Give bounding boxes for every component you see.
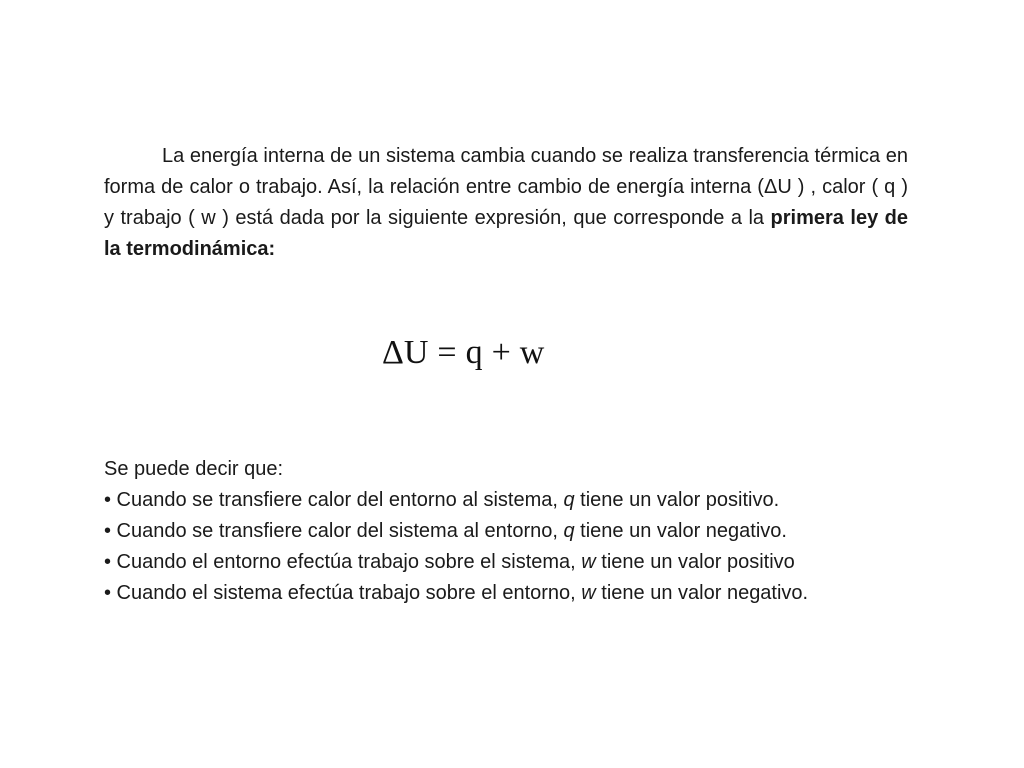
equation-term-w: w bbox=[519, 334, 545, 371]
bullet-text: tiene un valor positivo bbox=[595, 551, 795, 573]
bullet-item bbox=[104, 516, 934, 547]
equation-equals: = bbox=[437, 334, 457, 371]
bullet-text: • Cuando se transfiere calor del entorno al sistema, bbox=[104, 489, 564, 511]
bullet-variable: w bbox=[581, 551, 596, 573]
equation-plus: + bbox=[491, 334, 511, 371]
bullet-text: tiene un valor positivo. bbox=[574, 489, 780, 511]
equation-term-q: q bbox=[465, 334, 483, 371]
bullet-item bbox=[104, 578, 934, 609]
conclusions-block bbox=[104, 454, 934, 609]
intro-paragraph bbox=[104, 141, 908, 265]
intro-text: La energía interna de un sistema cambia cuando se realiza transferencia térmica en forma de calor o trabajo. Así, la relación entre cambio de energía interna (ΔU ) , calor ( q ) y trabajo ( w ) está dada por la siguiente expresión, que corresponde a la bbox=[104, 145, 908, 229]
bullet-variable: q bbox=[563, 520, 575, 542]
first-law-label: primera ley de la termodinámica: bbox=[104, 207, 909, 260]
bullet-item bbox=[104, 485, 934, 516]
bullet-text: tiene un valor negativo. bbox=[595, 582, 809, 604]
bullet-text: • Cuando el sistema efectúa trabajo sobre el entorno, bbox=[104, 582, 582, 604]
bullet-variable: q bbox=[563, 489, 575, 511]
bullet-text: • Cuando se transfiere calor del sistema al entorno, bbox=[104, 520, 564, 542]
equation-lhs: ΔU bbox=[382, 334, 429, 371]
first-law-equation bbox=[382, 328, 622, 378]
bullet-text: tiene un valor negativo. bbox=[574, 520, 787, 542]
bullet-variable: w bbox=[581, 582, 596, 604]
bullet-item bbox=[104, 547, 934, 578]
conclusions-heading: Se puede decir que: bbox=[104, 458, 284, 480]
bullet-text: • Cuando el entorno efectúa trabajo sobre el sistema, bbox=[104, 551, 582, 573]
